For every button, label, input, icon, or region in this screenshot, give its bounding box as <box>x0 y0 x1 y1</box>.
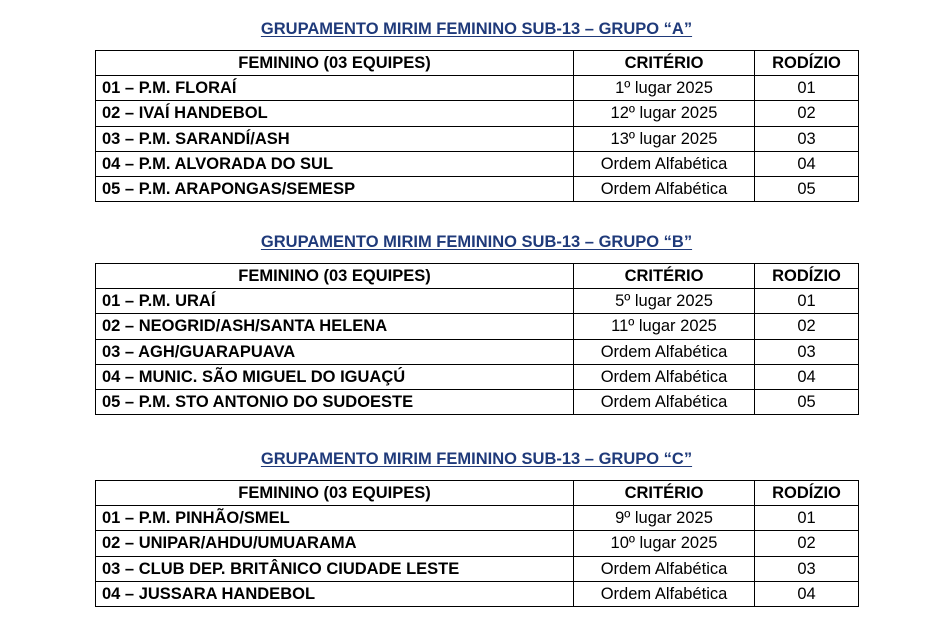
criterio-value: 11º lugar 2025 <box>574 314 755 339</box>
table-row <box>96 531 859 556</box>
table-row <box>96 176 859 201</box>
rodizio-value: 03 <box>755 126 859 151</box>
header-team: FEMININO (03 EQUIPES) <box>96 264 574 289</box>
group-title: GRUPAMENTO MIRIM FEMININO SUB-13 – GRUPO “A” <box>260 20 693 38</box>
group-table <box>95 50 859 202</box>
team-name: 01 – P.M. PINHÃO/SMEL <box>96 506 574 531</box>
rodizio-value: 02 <box>755 531 859 556</box>
criterio-value: Ordem Alfabética <box>574 581 755 606</box>
team-name: 03 – CLUB DEP. BRITÂNICO CIUDADE LESTE <box>96 556 574 581</box>
criterio-value: Ordem Alfabética <box>574 176 755 201</box>
group-a <box>95 19 858 202</box>
rodizio-value: 03 <box>755 339 859 364</box>
group-table <box>95 480 859 607</box>
criterio-value: 9º lugar 2025 <box>574 506 755 531</box>
header-team: FEMININO (03 EQUIPES) <box>96 51 574 76</box>
criterio-value: 1º lugar 2025 <box>574 76 755 101</box>
group-title: GRUPAMENTO MIRIM FEMININO SUB-13 – GRUPO “C” <box>260 450 693 468</box>
team-name: 01 – P.M. FLORAÍ <box>96 76 574 101</box>
table-row <box>96 339 859 364</box>
team-name: 02 – UNIPAR/AHDU/UMUARAMA <box>96 531 574 556</box>
group-table <box>95 263 859 415</box>
group-b <box>95 232 858 415</box>
criterio-value: Ordem Alfabética <box>574 389 755 414</box>
table-row <box>96 364 859 389</box>
criterio-value: Ordem Alfabética <box>574 556 755 581</box>
team-name: 04 – MUNIC. SÃO MIGUEL DO IGUAÇÚ <box>96 364 574 389</box>
rodizio-value: 04 <box>755 364 859 389</box>
table-header-row <box>96 264 859 289</box>
criterio-value: 5º lugar 2025 <box>574 289 755 314</box>
criterio-value: 12º lugar 2025 <box>574 101 755 126</box>
rodizio-value: 04 <box>755 581 859 606</box>
team-name: 04 – JUSSARA HANDEBOL <box>96 581 574 606</box>
header-criterio: CRITÉRIO <box>574 481 755 506</box>
team-name: 03 – P.M. SARANDÍ/ASH <box>96 126 574 151</box>
rodizio-value: 02 <box>755 314 859 339</box>
criterio-value: 13º lugar 2025 <box>574 126 755 151</box>
table-row <box>96 289 859 314</box>
table-header-row <box>96 481 859 506</box>
header-criterio: CRITÉRIO <box>574 51 755 76</box>
rodizio-value: 05 <box>755 389 859 414</box>
table-row <box>96 126 859 151</box>
group-c <box>95 449 858 607</box>
rodizio-value: 02 <box>755 101 859 126</box>
table-row <box>96 76 859 101</box>
team-name: 01 – P.M. URAÍ <box>96 289 574 314</box>
table-row <box>96 581 859 606</box>
team-name: 03 – AGH/GUARAPUAVA <box>96 339 574 364</box>
group-title: GRUPAMENTO MIRIM FEMININO SUB-13 – GRUPO “B” <box>260 233 693 251</box>
rodizio-value: 03 <box>755 556 859 581</box>
criterio-value: 10º lugar 2025 <box>574 531 755 556</box>
table-row <box>96 506 859 531</box>
criterio-value: Ordem Alfabética <box>574 339 755 364</box>
team-name: 05 – P.M. STO ANTONIO DO SUDOESTE <box>96 389 574 414</box>
table-row <box>96 314 859 339</box>
rodizio-value: 01 <box>755 289 859 314</box>
header-team: FEMININO (03 EQUIPES) <box>96 481 574 506</box>
table-header-row <box>96 51 859 76</box>
rodizio-value: 01 <box>755 506 859 531</box>
team-name: 05 – P.M. ARAPONGAS/SEMESP <box>96 176 574 201</box>
header-rodizio: RODÍZIO <box>755 481 859 506</box>
team-name: 02 – IVAÍ HANDEBOL <box>96 101 574 126</box>
table-row <box>96 101 859 126</box>
rodizio-value: 04 <box>755 151 859 176</box>
rodizio-value: 05 <box>755 176 859 201</box>
rodizio-value: 01 <box>755 76 859 101</box>
header-criterio: CRITÉRIO <box>574 264 755 289</box>
team-name: 04 – P.M. ALVORADA DO SUL <box>96 151 574 176</box>
header-rodizio: RODÍZIO <box>755 51 859 76</box>
table-row <box>96 556 859 581</box>
table-row <box>96 389 859 414</box>
header-rodizio: RODÍZIO <box>755 264 859 289</box>
table-row <box>96 151 859 176</box>
team-name: 02 – NEOGRID/ASH/SANTA HELENA <box>96 314 574 339</box>
criterio-value: Ordem Alfabética <box>574 151 755 176</box>
criterio-value: Ordem Alfabética <box>574 364 755 389</box>
